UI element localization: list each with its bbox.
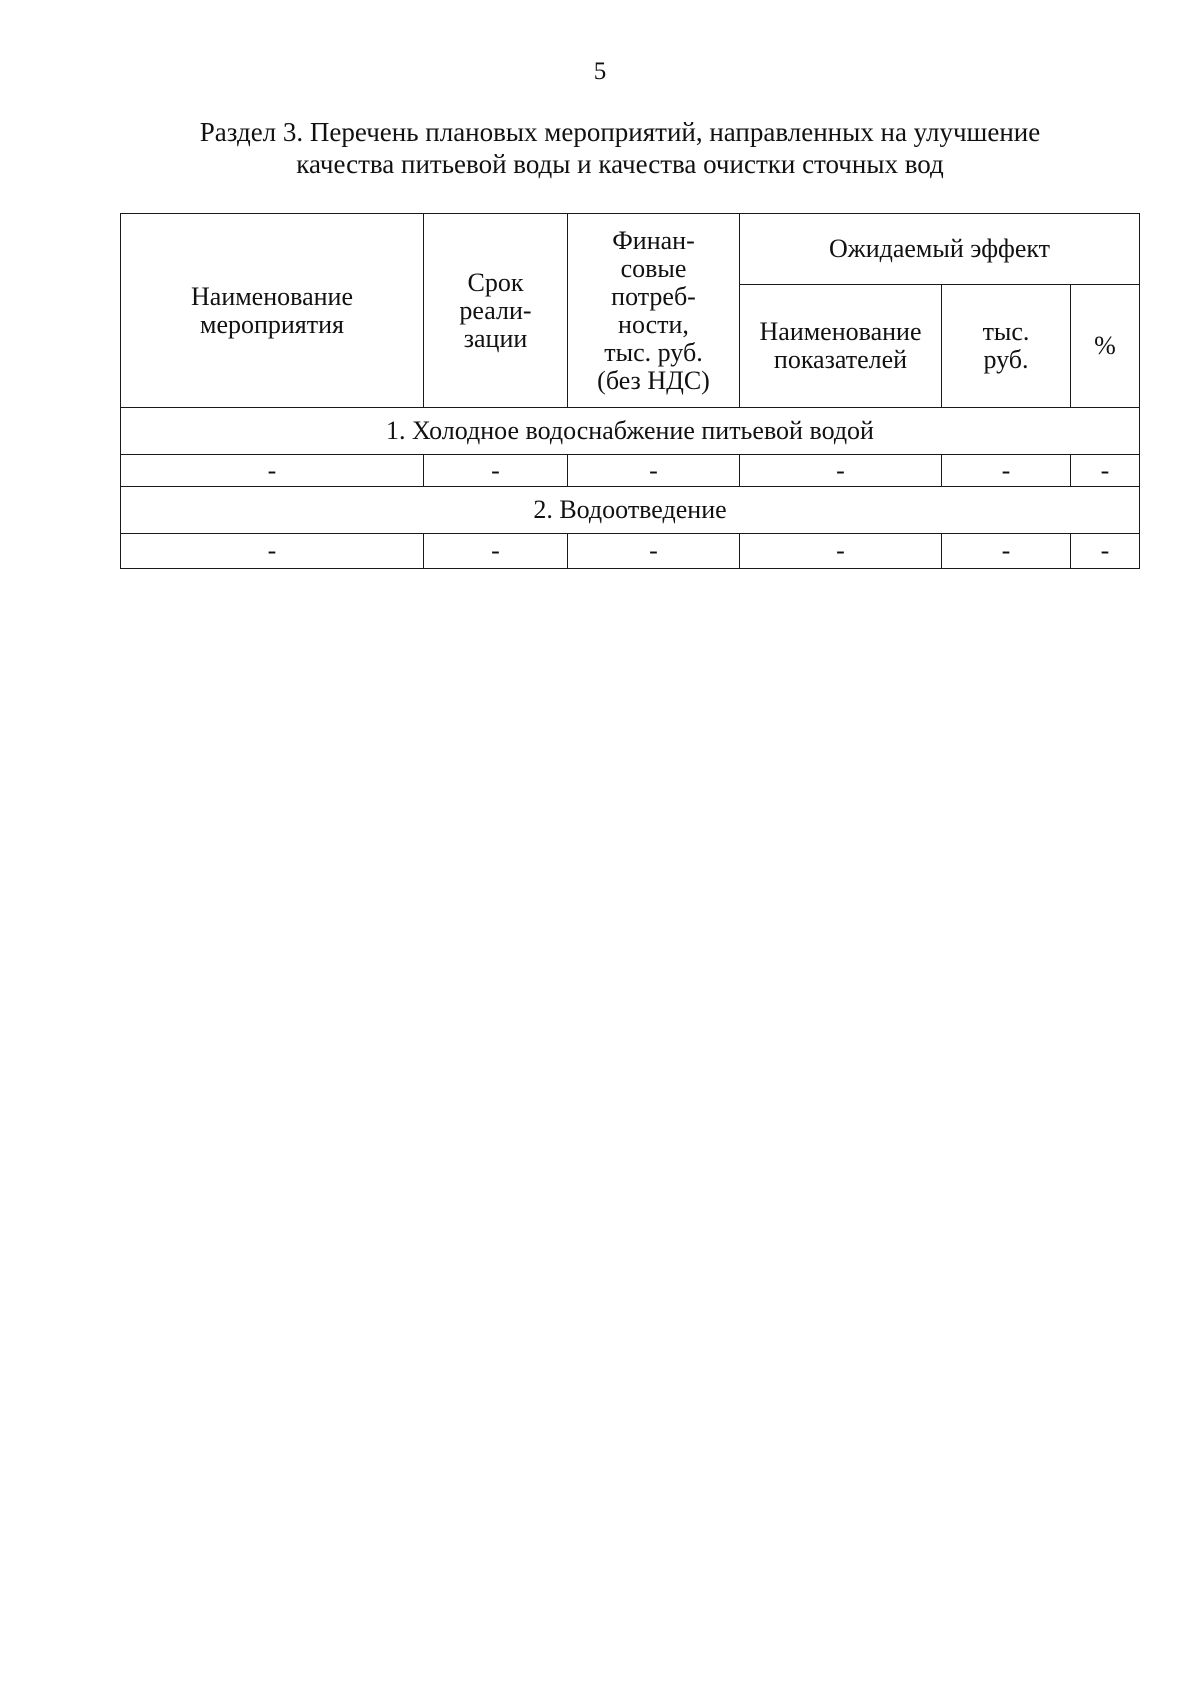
- section-title-wastewater: 2. Водоотведение: [121, 487, 1140, 534]
- cell-term: -: [424, 455, 568, 487]
- cell-finance: -: [568, 534, 740, 569]
- cell-finance: -: [568, 455, 740, 487]
- cell-measure-name: -: [121, 455, 424, 487]
- header-implementation-term: Срок реали- зации: [424, 214, 568, 408]
- header-measure-name: Наименование мероприятия: [121, 214, 424, 408]
- section-title-line-1: Раздел 3. Перечень плановых мероприятий, направленных на улучшение: [199, 117, 1041, 147]
- table-row: [121, 534, 1140, 569]
- table-row: [121, 455, 1140, 487]
- cell-indicator: -: [740, 455, 942, 487]
- header-percent: %: [1071, 285, 1140, 408]
- header-financial-needs: Финан- совые потреб- ности, тыс. руб. (без НДС): [568, 214, 740, 408]
- cell-percent: -: [1071, 534, 1140, 569]
- measures-table: [120, 213, 1140, 569]
- header-thousand-rub: тыс. руб.: [942, 285, 1071, 408]
- section-row-cold-water: [121, 408, 1140, 455]
- header-indicator-name: Наименование показателей: [740, 285, 942, 408]
- cell-measure-name: -: [121, 534, 424, 569]
- cell-term: -: [424, 534, 568, 569]
- section-title-cold-water: 1. Холодное водоснабжение питьевой водой: [121, 408, 1140, 455]
- cell-indicator: -: [740, 534, 942, 569]
- section-row-wastewater: [121, 487, 1140, 534]
- cell-thousand-rub: -: [942, 534, 1071, 569]
- cell-percent: -: [1071, 455, 1140, 487]
- cell-thousand-rub: -: [942, 455, 1071, 487]
- header-expected-effect: Ожидаемый эффект: [740, 214, 1140, 285]
- section-title: [120, 116, 1120, 180]
- page-number: 5: [593, 58, 607, 85]
- section-title-line-2: качества питьевой воды и качества очистки сточных вод: [296, 149, 944, 179]
- table-header-row: [121, 214, 1140, 285]
